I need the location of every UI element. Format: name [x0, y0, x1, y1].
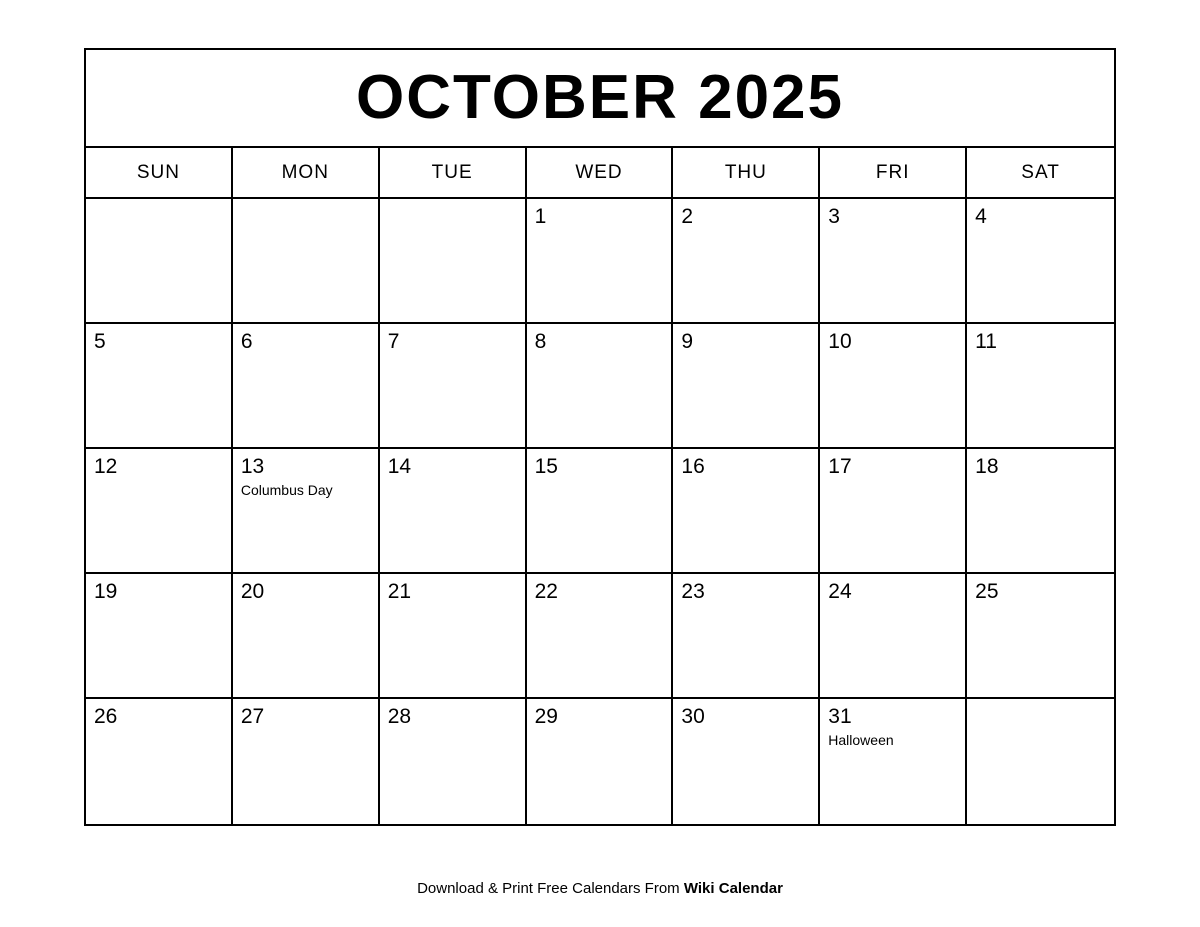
weekday-header-mon: MON — [233, 148, 380, 197]
day-number: 19 — [94, 580, 118, 603]
page-title: OCTOBER 2025 — [355, 63, 845, 132]
day-number: 21 — [387, 580, 412, 603]
day-cell[interactable] — [820, 699, 967, 824]
day-cell[interactable] — [527, 574, 674, 697]
day-cell[interactable] — [86, 324, 233, 447]
day-cell[interactable] — [380, 324, 527, 447]
day-cell[interactable] — [233, 449, 380, 572]
day-cell[interactable] — [820, 199, 967, 322]
weekday-header-sun: SUN — [86, 148, 233, 197]
day-cell[interactable] — [86, 699, 233, 824]
weekday-header-row — [86, 148, 1114, 199]
calendar-week-row — [86, 699, 1114, 824]
day-cell[interactable] — [967, 699, 1114, 824]
day-cell[interactable] — [967, 574, 1114, 697]
day-cell[interactable] — [380, 699, 527, 824]
calendar-week-row — [86, 324, 1114, 449]
calendar-week-row — [86, 199, 1114, 324]
day-number: 27 — [240, 705, 265, 728]
day-cell[interactable] — [527, 199, 674, 322]
day-number: 6 — [240, 330, 253, 353]
day-number: 20 — [240, 580, 265, 603]
day-cell[interactable] — [967, 324, 1114, 447]
weekday-header-thu: THU — [673, 148, 820, 197]
day-cell[interactable] — [527, 449, 674, 572]
day-number: 26 — [94, 705, 118, 728]
day-cell[interactable] — [820, 574, 967, 697]
day-number: 17 — [828, 455, 852, 478]
calendar-week-row — [86, 574, 1114, 699]
day-cell[interactable] — [673, 199, 820, 322]
day-number: 9 — [681, 330, 694, 353]
day-number: 3 — [828, 205, 840, 228]
calendar-container — [84, 48, 1116, 826]
day-cell[interactable] — [673, 449, 820, 572]
footer-prefix: Download & Print Free Calendars From — [417, 880, 684, 897]
day-number: 28 — [387, 705, 412, 728]
day-number: 13 — [240, 455, 265, 478]
day-cell[interactable] — [967, 449, 1114, 572]
day-cell[interactable] — [86, 574, 233, 697]
day-number: 31 — [828, 705, 852, 728]
day-number: 5 — [94, 330, 106, 353]
calendar-week-row — [86, 449, 1114, 574]
day-event: Halloween — [828, 732, 894, 749]
day-cell[interactable] — [820, 449, 967, 572]
day-cell[interactable] — [820, 324, 967, 447]
day-cell[interactable] — [527, 699, 674, 824]
day-number: 25 — [975, 580, 999, 603]
day-number: 29 — [534, 705, 558, 728]
day-number: 12 — [94, 455, 118, 478]
day-cell[interactable] — [527, 324, 674, 447]
day-cell[interactable] — [380, 449, 527, 572]
day-number: 7 — [387, 330, 400, 353]
day-cell[interactable] — [86, 199, 233, 322]
calendar-title-bar — [86, 50, 1114, 148]
day-number: 22 — [534, 580, 558, 603]
day-event: Columbus Day — [240, 482, 333, 499]
day-cell[interactable] — [673, 574, 820, 697]
day-number: 10 — [828, 330, 852, 353]
footer-credit — [84, 880, 1116, 897]
day-cell[interactable] — [380, 199, 527, 322]
day-cell[interactable] — [673, 699, 820, 824]
day-number: 1 — [534, 205, 547, 228]
day-cell[interactable] — [233, 574, 380, 697]
day-number: 18 — [975, 455, 999, 478]
weekday-header-fri: FRI — [820, 148, 967, 197]
weekday-header-tue: TUE — [380, 148, 527, 197]
day-number: 16 — [681, 455, 705, 478]
day-cell[interactable] — [673, 324, 820, 447]
day-cell[interactable] — [86, 449, 233, 572]
day-number: 11 — [975, 330, 997, 353]
day-cell[interactable] — [233, 699, 380, 824]
weekday-header-wed: WED — [527, 148, 674, 197]
day-number: 14 — [387, 455, 412, 478]
day-number: 23 — [681, 580, 705, 603]
day-number: 8 — [534, 330, 547, 353]
day-number: 4 — [975, 205, 987, 228]
day-cell[interactable] — [233, 199, 380, 322]
day-number: 30 — [681, 705, 705, 728]
day-number: 24 — [828, 580, 852, 603]
day-number: 15 — [534, 455, 558, 478]
weekday-header-sat: SAT — [1021, 161, 1060, 183]
day-number: 2 — [681, 205, 694, 228]
day-cell[interactable] — [967, 199, 1114, 322]
day-cell[interactable] — [380, 574, 527, 697]
footer-brand[interactable]: Wiki Calendar — [683, 880, 783, 897]
day-cell[interactable] — [233, 324, 380, 447]
